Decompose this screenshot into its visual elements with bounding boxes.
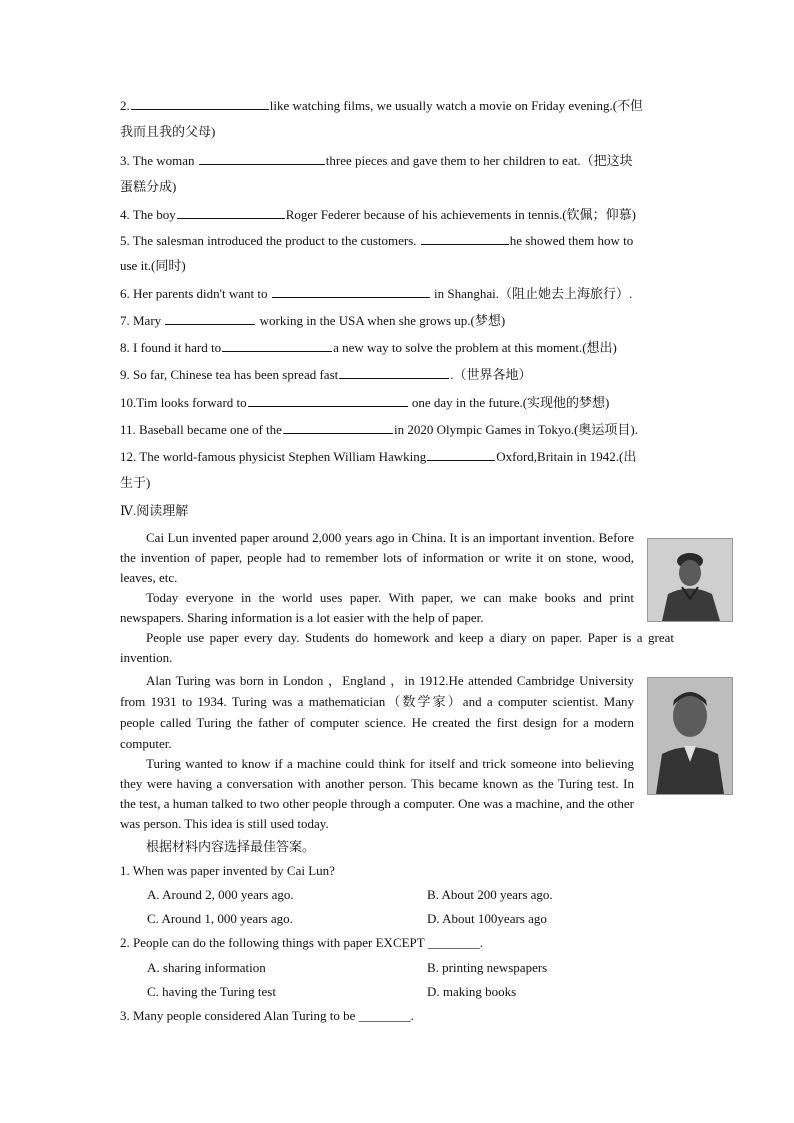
- option-c[interactable]: C. Around 1, 000 years ago.: [147, 911, 293, 926]
- answer-blank[interactable]: [199, 151, 325, 165]
- item-text: in Shanghai.（阻止她去上海旅行）.: [430, 286, 633, 301]
- question-text: 3. Many people considered Alan Turing to be ________.: [120, 1008, 414, 1023]
- option-c[interactable]: C. having the Turing test: [147, 984, 276, 999]
- item-text: 12. The world-famous physicist Stephen William Hawking: [120, 449, 427, 464]
- item-text: 2.: [120, 98, 130, 113]
- passage-a-para-1: Cai Lun invented paper around 2,000 years ago in China. It is an important invention. Before the invention of paper, people had to remember lots of information or write it on stone, wood, leaves, etc.: [120, 530, 634, 585]
- item-text: .（世界各地）: [450, 367, 532, 382]
- item-text: 10.Tim looks forward to: [120, 395, 247, 410]
- passage-b-para-1: Alan Turing was born in London ，England ，in 1912.He attended Cambridge University from 1931 to 1934. Turing was a mathematician（数学家）and a computer scientist. Many people called Turing the father of computer science. He created the first design for a modern computer.: [120, 673, 634, 751]
- item-text: like watching films, we usually watch a movie on Friday evening.(不但: [269, 98, 644, 113]
- item-text: 8. I found it hard to: [120, 340, 222, 355]
- alan-turing-portrait: [647, 677, 733, 795]
- option-d[interactable]: D. About 100years ago: [427, 911, 547, 926]
- answer-blank[interactable]: [427, 447, 495, 461]
- option-b[interactable]: B. About 200 years ago.: [427, 887, 553, 902]
- passage-b-para-2: Turing wanted to know if a machine could think for itself and trick someone into believing they were having a conversation with another person. This became known as the Turing test. In the test, a human talked to two other people through a computer. One was a machine, and the other was person. This idea is still used today.: [120, 756, 634, 831]
- item-text: 4. The boy: [120, 207, 176, 222]
- answer-blank[interactable]: [222, 338, 332, 352]
- item-text: 蛋糕分成): [120, 179, 177, 194]
- item-text: 5. The salesman introduced the product to the customers.: [120, 233, 420, 248]
- option-a[interactable]: A. sharing information: [147, 960, 266, 975]
- section-title: Ⅳ.阅读理解: [120, 503, 189, 518]
- answer-blank[interactable]: [339, 365, 449, 379]
- answer-blank[interactable]: [165, 311, 255, 325]
- answer-blank[interactable]: [283, 420, 393, 434]
- option-d[interactable]: D. making books: [427, 984, 517, 999]
- question-instruction: 根据材料内容选择最佳答案。: [146, 839, 316, 854]
- option-b[interactable]: B. printing newspapers: [427, 960, 548, 975]
- item-text: Oxford,Britain in 1942.(出: [496, 449, 637, 464]
- answer-blank[interactable]: [272, 284, 430, 298]
- passage-a-para-3: People use paper every day. Students do homework and keep a diary on paper. Paper is a great invention.: [120, 630, 674, 665]
- item-text: 我而且我的父母): [120, 124, 216, 139]
- option-a[interactable]: A. Around 2, 000 years ago.: [147, 887, 294, 902]
- answer-blank[interactable]: [131, 96, 269, 110]
- answer-blank[interactable]: [421, 231, 509, 245]
- question-text: 2. People can do the following things with paper EXCEPT ________.: [120, 935, 483, 950]
- item-text: in 2020 Olympic Games in Tokyo.(奥运项目).: [393, 422, 638, 437]
- item-text: 6. Her parents didn't want to: [120, 286, 271, 301]
- item-text: working in the USA when she grows up.(梦想): [256, 313, 506, 328]
- item-text: a new way to solve the problem at this moment.(想出): [333, 340, 617, 355]
- item-text: three pieces and gave them to her children to eat.（把这块: [325, 153, 633, 168]
- answer-blank[interactable]: [177, 205, 285, 219]
- answer-blank[interactable]: [248, 393, 408, 407]
- item-text: 7. Mary: [120, 313, 165, 328]
- item-text: 11. Baseball became one of the: [120, 422, 282, 437]
- item-text: 3. The woman: [120, 153, 198, 168]
- item-text: Roger Federer because of his achievements in tennis.(钦佩；仰慕): [285, 207, 636, 222]
- item-text: use it.(同时): [120, 258, 186, 273]
- item-text: 9. So far, Chinese tea has been spread fast: [120, 367, 339, 382]
- cai-lun-portrait: [647, 538, 733, 622]
- question-text: 1. When was paper invented by Cai Lun?: [120, 863, 335, 878]
- item-text: one day in the future.(实现他的梦想): [408, 395, 610, 410]
- passage-a-para-2: Today everyone in the world uses paper. With paper, we can make books and print newspapers. Sharing information is a lot easier with the help of paper.: [120, 590, 634, 625]
- item-text: he showed them how to: [509, 233, 634, 248]
- item-text: 生于): [120, 475, 151, 490]
